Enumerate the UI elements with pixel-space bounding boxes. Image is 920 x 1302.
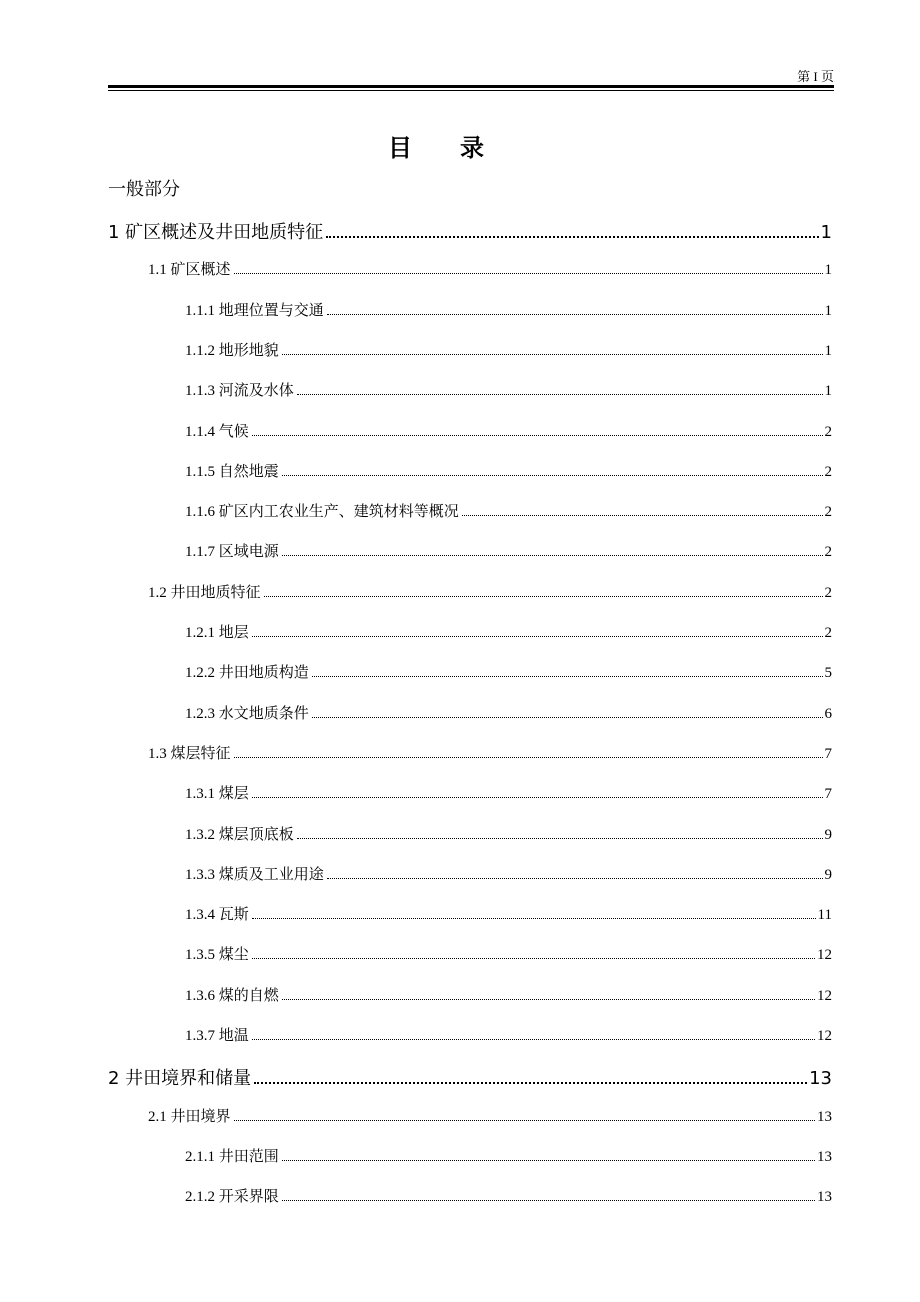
toc-entry-label: 2 井田境界和储量 bbox=[108, 1068, 252, 1089]
dot-leader bbox=[282, 1160, 815, 1161]
toc-entry-label: 1.2.3 水文地质条件 bbox=[185, 706, 309, 722]
toc-entry[interactable] bbox=[185, 621, 832, 642]
toc-entry-label: 1.2.1 地层 bbox=[185, 625, 249, 641]
toc-entry-label: 1.1.4 气候 bbox=[185, 424, 249, 440]
dot-leader bbox=[312, 676, 823, 677]
toc-entry[interactable] bbox=[185, 460, 832, 481]
toc-entry-label: 1.1 矿区概述 bbox=[148, 262, 231, 278]
toc-entry-label: 2.1 井田境界 bbox=[148, 1109, 231, 1125]
dot-leader bbox=[326, 236, 818, 238]
toc-entry-label: 1.3.4 瓦斯 bbox=[185, 907, 249, 923]
toc-entry-page: 7 bbox=[824, 746, 832, 762]
toc-entry-page: 2 bbox=[824, 544, 832, 560]
toc-entry[interactable] bbox=[185, 702, 832, 723]
toc-entry-page: 1 bbox=[824, 303, 832, 319]
toc-entry[interactable] bbox=[148, 258, 832, 279]
toc-entry[interactable] bbox=[108, 218, 832, 244]
toc-entry[interactable] bbox=[185, 1145, 832, 1166]
toc-entry-page: 2 bbox=[824, 464, 832, 480]
toc-entry[interactable] bbox=[185, 661, 832, 682]
toc-entry-label: 1.1.2 地形地貌 bbox=[185, 343, 279, 359]
toc-title: 目录 bbox=[388, 134, 532, 162]
dot-leader bbox=[252, 435, 823, 436]
dot-leader bbox=[282, 475, 823, 476]
toc-entry[interactable] bbox=[185, 379, 832, 400]
toc-entry-page: 2 bbox=[824, 585, 832, 601]
toc-entry-page: 2 bbox=[824, 504, 832, 520]
toc-entry-label: 1 矿区概述及井田地质特征 bbox=[108, 222, 324, 243]
page-number: 第 I 页 bbox=[797, 69, 834, 84]
toc-entry[interactable] bbox=[185, 863, 832, 884]
toc-entry-page: 12 bbox=[817, 988, 832, 1004]
toc-entry-label: 1.3.2 煤层顶底板 bbox=[185, 827, 294, 843]
toc-entry-label: 2.1.1 井田范围 bbox=[185, 1149, 279, 1165]
toc-entry-page: 13 bbox=[817, 1109, 832, 1125]
toc-entry-page: 1 bbox=[824, 343, 832, 359]
dot-leader bbox=[252, 797, 823, 798]
dot-leader bbox=[282, 1200, 815, 1201]
dot-leader bbox=[297, 838, 823, 839]
toc-entry-page: 13 bbox=[809, 1068, 832, 1089]
dot-leader bbox=[297, 394, 823, 395]
toc-entry-label: 1.1.7 区域电源 bbox=[185, 544, 279, 560]
toc-entry-label: 1.3.5 煤尘 bbox=[185, 947, 249, 963]
dot-leader bbox=[252, 1039, 815, 1040]
toc-entry-label: 1.2 井田地质特征 bbox=[148, 585, 261, 601]
toc-entry-page: 1 bbox=[820, 222, 832, 243]
toc-entry-page: 6 bbox=[824, 706, 832, 722]
toc-entry[interactable] bbox=[185, 782, 832, 803]
toc-entry-page: 11 bbox=[817, 907, 832, 923]
header-rule bbox=[108, 85, 834, 88]
dot-leader bbox=[252, 636, 823, 637]
dot-leader bbox=[282, 354, 823, 355]
toc-entry-page: 13 bbox=[817, 1149, 832, 1165]
toc-entry-label: 2.1.2 开采界限 bbox=[185, 1189, 279, 1205]
toc-entry[interactable] bbox=[185, 1024, 832, 1045]
toc-entry[interactable] bbox=[185, 984, 832, 1005]
dot-leader bbox=[234, 757, 823, 758]
toc-entry-page: 13 bbox=[817, 1189, 832, 1205]
toc-entry[interactable] bbox=[185, 420, 832, 441]
toc-entry-page: 2 bbox=[824, 625, 832, 641]
toc-entry-label: 1.3.1 煤层 bbox=[185, 786, 249, 802]
toc-entry-page: 7 bbox=[824, 786, 832, 802]
dot-leader bbox=[282, 999, 815, 1000]
toc-entry-page: 9 bbox=[824, 867, 832, 883]
header-rule-thin bbox=[108, 90, 834, 91]
toc-entry-label: 1.3.6 煤的自燃 bbox=[185, 988, 279, 1004]
toc-entry-label: 1.3 煤层特征 bbox=[148, 746, 231, 762]
toc-entry[interactable] bbox=[108, 1064, 832, 1090]
toc-entry[interactable] bbox=[148, 1105, 832, 1126]
toc-entry-page: 12 bbox=[817, 1028, 832, 1044]
dot-leader bbox=[252, 918, 816, 919]
toc-entry-page: 5 bbox=[824, 665, 832, 681]
toc-entry[interactable] bbox=[185, 903, 832, 924]
dot-leader bbox=[234, 273, 823, 274]
toc-entry-page: 2 bbox=[824, 424, 832, 440]
toc-entry[interactable] bbox=[185, 540, 832, 561]
toc-entry-label: 1.1.6 矿区内工农业生产、建筑材料等概况 bbox=[185, 504, 459, 520]
toc-entry-label: 1.3.3 煤质及工业用途 bbox=[185, 867, 324, 883]
dot-leader bbox=[462, 515, 823, 516]
dot-leader bbox=[234, 1120, 815, 1121]
toc-entry-page: 1 bbox=[824, 262, 832, 278]
dot-leader bbox=[282, 555, 823, 556]
toc-entry-page: 9 bbox=[824, 827, 832, 843]
dot-leader bbox=[327, 878, 823, 879]
toc-entry-page: 1 bbox=[824, 383, 832, 399]
toc-entry[interactable] bbox=[185, 299, 832, 320]
toc-entry-label: 1.1.1 地理位置与交通 bbox=[185, 303, 324, 319]
toc-entry[interactable] bbox=[148, 742, 832, 763]
toc-entry-label: 1.1.3 河流及水体 bbox=[185, 383, 294, 399]
dot-leader bbox=[252, 958, 815, 959]
toc-entry-label: 1.1.5 自然地震 bbox=[185, 464, 279, 480]
dot-leader bbox=[264, 596, 823, 597]
dot-leader bbox=[254, 1082, 807, 1084]
toc-entry-label: 1.2.2 井田地质构造 bbox=[185, 665, 309, 681]
dot-leader bbox=[327, 314, 823, 315]
toc-entry[interactable] bbox=[185, 339, 832, 360]
section-heading: 一般部分 bbox=[108, 179, 180, 200]
toc-entry-label: 1.3.7 地温 bbox=[185, 1028, 249, 1044]
toc-entry[interactable] bbox=[185, 823, 832, 844]
toc-entry[interactable] bbox=[185, 1185, 832, 1206]
dot-leader bbox=[312, 717, 823, 718]
toc-entry-page: 12 bbox=[817, 947, 832, 963]
toc-entry[interactable] bbox=[185, 500, 832, 521]
toc-entry[interactable] bbox=[148, 581, 832, 602]
toc-entry[interactable] bbox=[185, 943, 832, 964]
